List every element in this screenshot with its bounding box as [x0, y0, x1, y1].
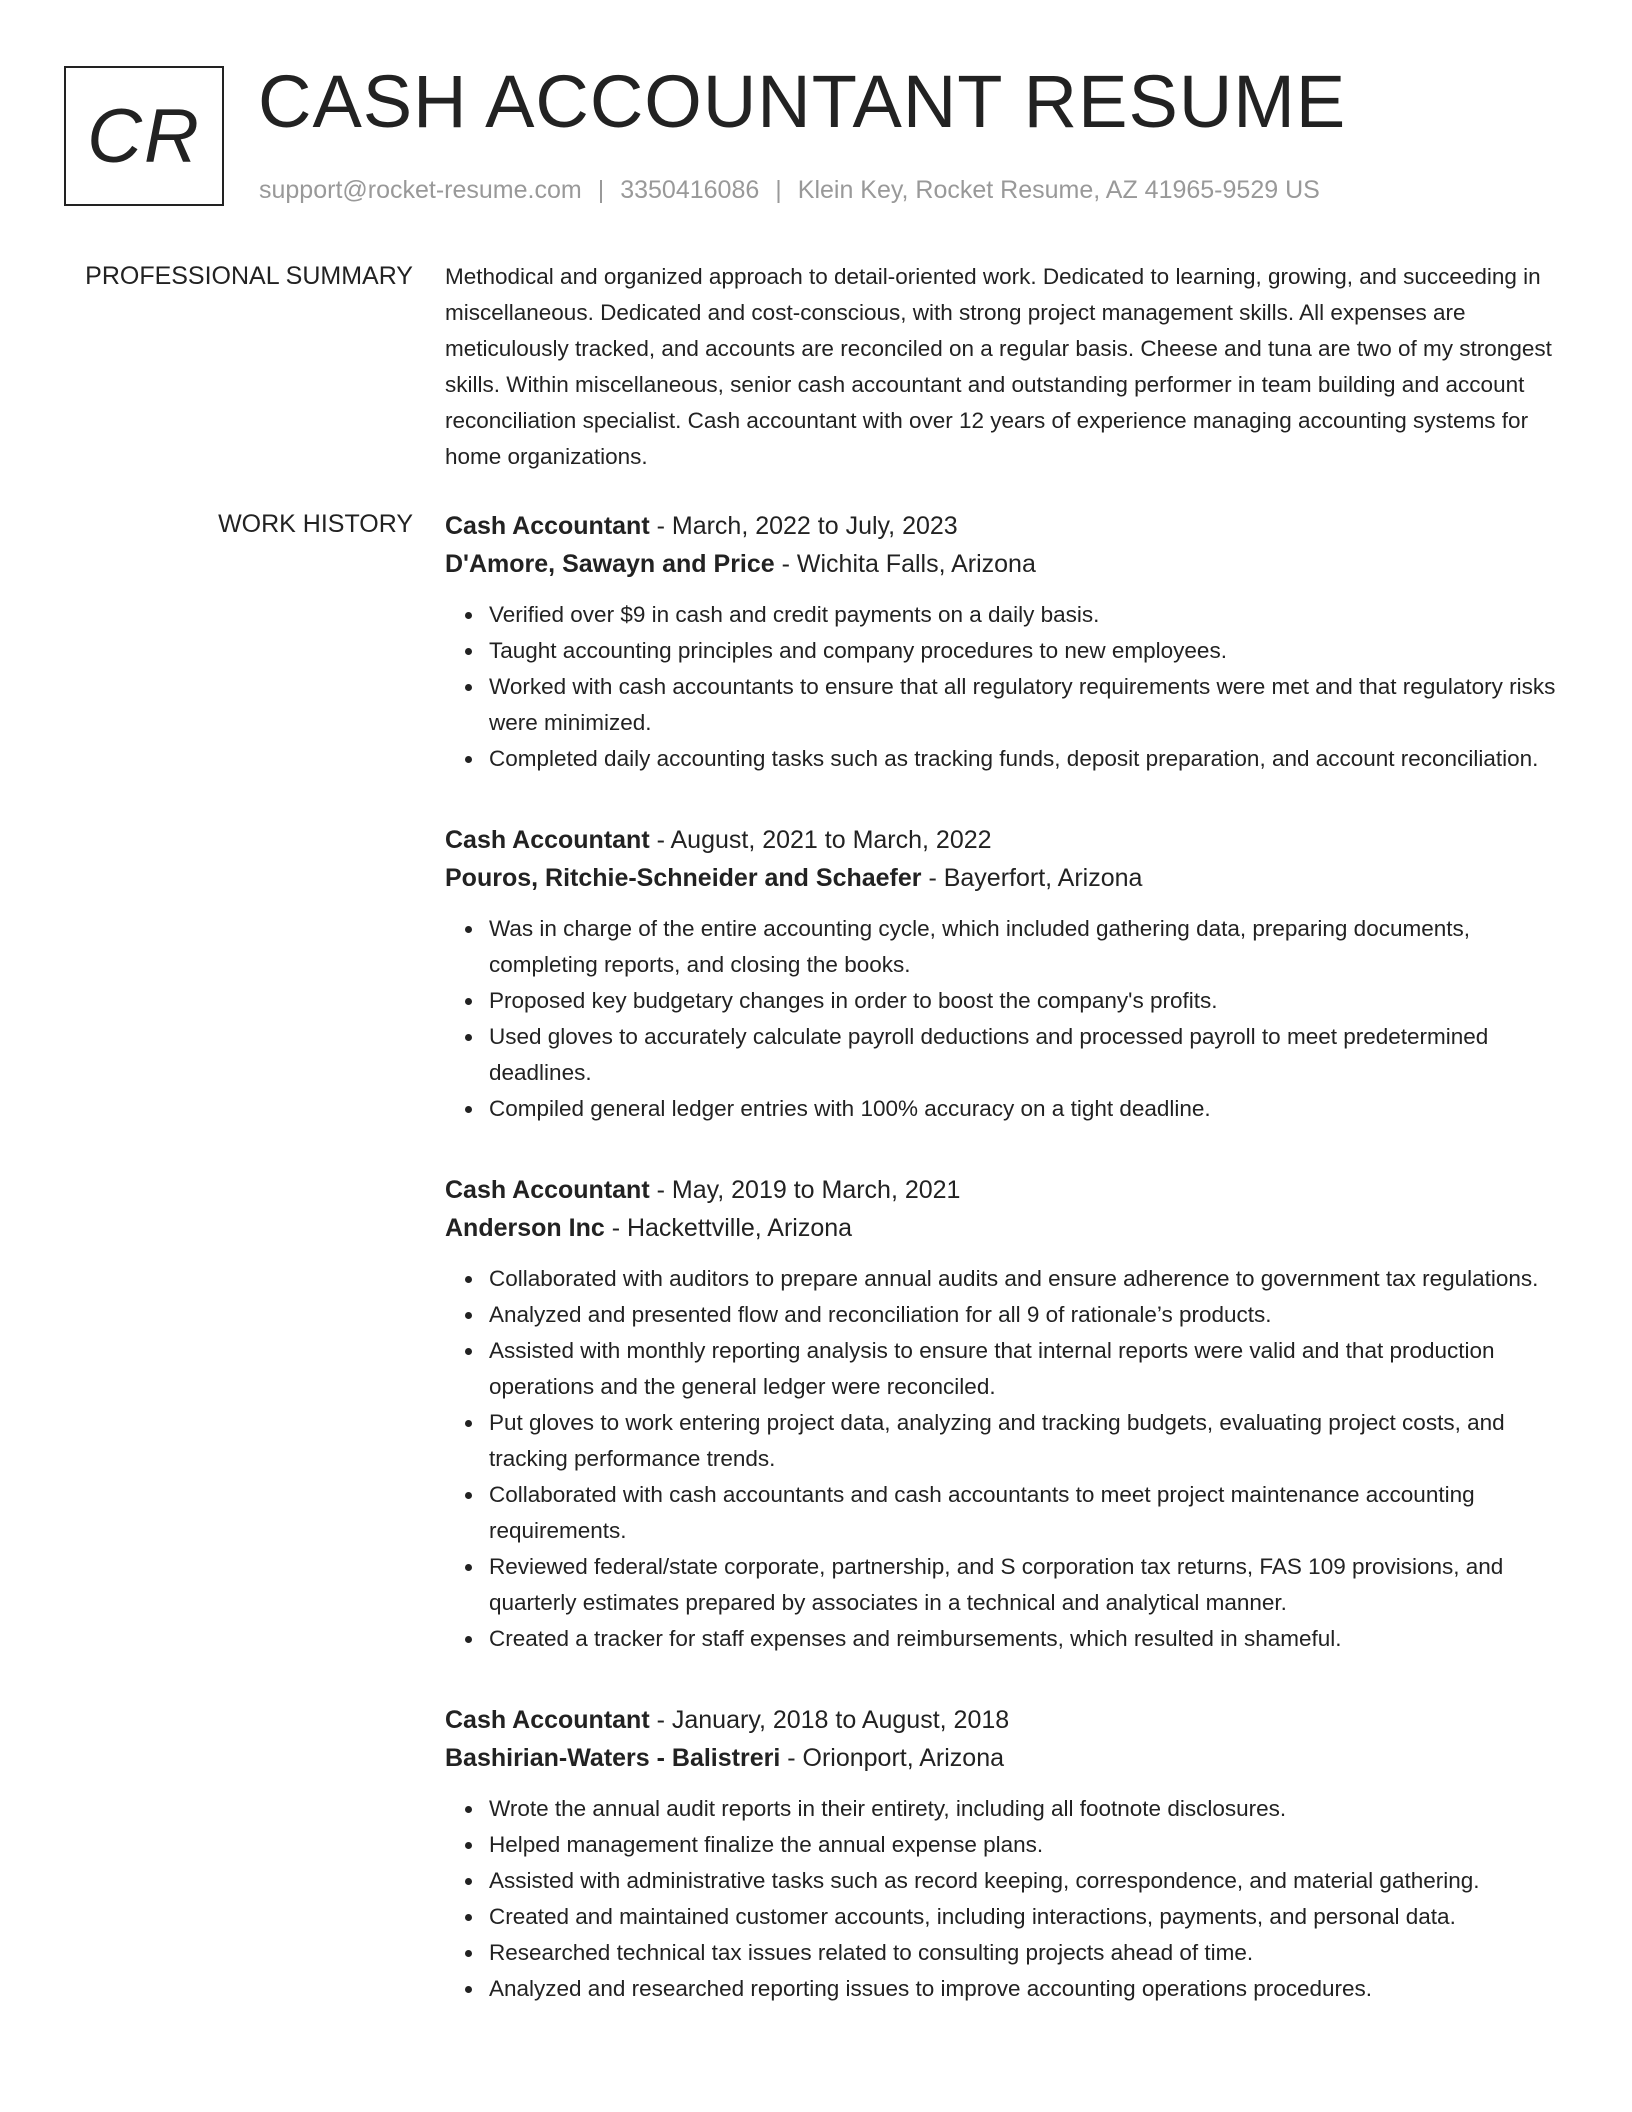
job-location: - Wichita Falls, Arizona [774, 550, 1036, 578]
job-title-line [445, 507, 1565, 545]
job-company-line [445, 1739, 1565, 1777]
contact-separator: | [775, 176, 782, 204]
job-bullet: Assisted with monthly reporting analysis to ensure that internal reports were valid and that production operations and the general ledger were reconciled. [489, 1333, 1565, 1405]
job-title-line [445, 1701, 1565, 1739]
job-bullet: Verified over $9 in cash and credit payments on a daily basis. [489, 597, 1565, 633]
job-company: Bashirian-Waters - Balistreri [445, 1744, 781, 1772]
job-bullet: Created a tracker for staff expenses and reimbursements, which resulted in shameful. [489, 1621, 1565, 1657]
job-company: Anderson Inc [445, 1214, 605, 1242]
job-bullet-list [445, 597, 1565, 777]
job-entry [445, 1701, 1565, 2007]
job-bullet: Analyzed and researched reporting issues to improve accounting operations procedures. [489, 1971, 1565, 2007]
job-bullet: Researched technical tax issues related to consulting projects ahead of time. [489, 1935, 1565, 1971]
job-title-line [445, 1171, 1565, 1209]
contact-line [259, 174, 1320, 206]
job-title: Cash Accountant [445, 512, 650, 540]
job-dates: - March, 2022 to July, 2023 [649, 512, 958, 540]
job-bullet: Worked with cash accountants to ensure that all regulatory requirements were met and that regulatory risks were minimized. [489, 669, 1565, 741]
job-entry [445, 507, 1565, 777]
job-title: Cash Accountant [445, 1706, 650, 1734]
job-company: D'Amore, Sawayn and Price [445, 550, 775, 578]
job-location: - Hackettville, Arizona [604, 1214, 853, 1242]
job-company-line [445, 545, 1565, 583]
work-history-label: WORK HISTORY [218, 510, 413, 538]
job-dates: - January, 2018 to August, 2018 [649, 1706, 1010, 1734]
job-bullet: Put gloves to work entering project data, analyzing and tracking budgets, evaluating project costs, and tracking performance trends. [489, 1405, 1565, 1477]
job-dates: - May, 2019 to March, 2021 [649, 1176, 961, 1204]
contact-separator: | [597, 176, 605, 204]
job-title-line [445, 821, 1565, 859]
job-bullet: Created and maintained customer accounts, including interactions, payments, and personal data. [489, 1899, 1565, 1935]
job-bullet: Proposed key budgetary changes in order to boost the company's profits. [489, 983, 1565, 1019]
job-company: Pouros, Ritchie-Schneider and Schaefer [445, 864, 922, 892]
summary-text: Methodical and organized approach to detail-oriented work. Dedicated to learning, growing, and succeeding in miscellaneous. Dedicated and cost-conscious, with strong project management skills. All expenses are meticulously tracked, and accounts are reconciled on a regular basis. Cheese and tuna are two of my strongest skills. Within miscellaneous, senior cash accountant and outstanding performer in team building and account reconciliation specialist. Cash accountant with over 12 years of experience managing accounting systems for home organizations. [445, 264, 1552, 469]
job-bullet-list [445, 1261, 1565, 1657]
job-bullet: Completed daily accounting tasks such as tracking funds, deposit preparation, and account reconciliation. [489, 741, 1565, 777]
page-title: CASH ACCOUNTANT RESUME [258, 60, 1347, 143]
job-entry [445, 821, 1565, 1127]
job-list [445, 507, 1565, 2051]
job-dates: - August, 2021 to March, 2022 [649, 826, 992, 854]
job-company-line [445, 859, 1565, 897]
job-title: Cash Accountant [445, 1176, 650, 1204]
contact-phone[interactable]: 3350416086 [620, 176, 760, 204]
job-company-line [445, 1209, 1565, 1247]
job-bullet: Helped management finalize the annual expense plans. [489, 1827, 1565, 1863]
job-title: Cash Accountant [445, 826, 650, 854]
monogram-logo: CR [64, 66, 224, 206]
contact-address: Klein Key, Rocket Resume, AZ 41965-9529 US [797, 176, 1320, 204]
job-bullet: Reviewed federal/state corporate, partnership, and S corporation tax returns, FAS 109 provisions, and quarterly estimates prepared by associates in a technical and analytical manner. [489, 1549, 1565, 1621]
job-bullet: Taught accounting principles and company procedures to new employees. [489, 633, 1565, 669]
job-bullet: Wrote the annual audit reports in their entirety, including all footnote disclosures. [489, 1791, 1565, 1827]
job-bullet: Collaborated with cash accountants and cash accountants to meet project maintenance accounting requirements. [489, 1477, 1565, 1549]
job-location: - Orionport, Arizona [780, 1744, 1005, 1772]
job-bullet: Compiled general ledger entries with 100% accuracy on a tight deadline. [489, 1091, 1565, 1127]
job-location: - Bayerfort, Arizona [921, 864, 1143, 892]
job-entry [445, 1171, 1565, 1657]
job-bullet-list [445, 911, 1565, 1127]
job-bullet: Was in charge of the entire accounting cycle, which included gathering data, preparing documents, completing reports, and closing the books. [489, 911, 1565, 983]
job-bullet: Assisted with administrative tasks such as record keeping, correspondence, and material gathering. [489, 1863, 1565, 1899]
summary-label: PROFESSIONAL SUMMARY [85, 262, 413, 290]
job-bullet: Used gloves to accurately calculate payroll deductions and processed payroll to meet predetermined deadlines. [489, 1019, 1565, 1091]
job-bullet: Analyzed and presented flow and reconciliation for all 9 of rationale’s products. [489, 1297, 1565, 1333]
contact-email[interactable]: support@rocket-resume.com [259, 176, 582, 204]
job-bullet: Collaborated with auditors to prepare annual audits and ensure adherence to government tax regulations. [489, 1261, 1565, 1297]
job-bullet-list [445, 1791, 1565, 2007]
